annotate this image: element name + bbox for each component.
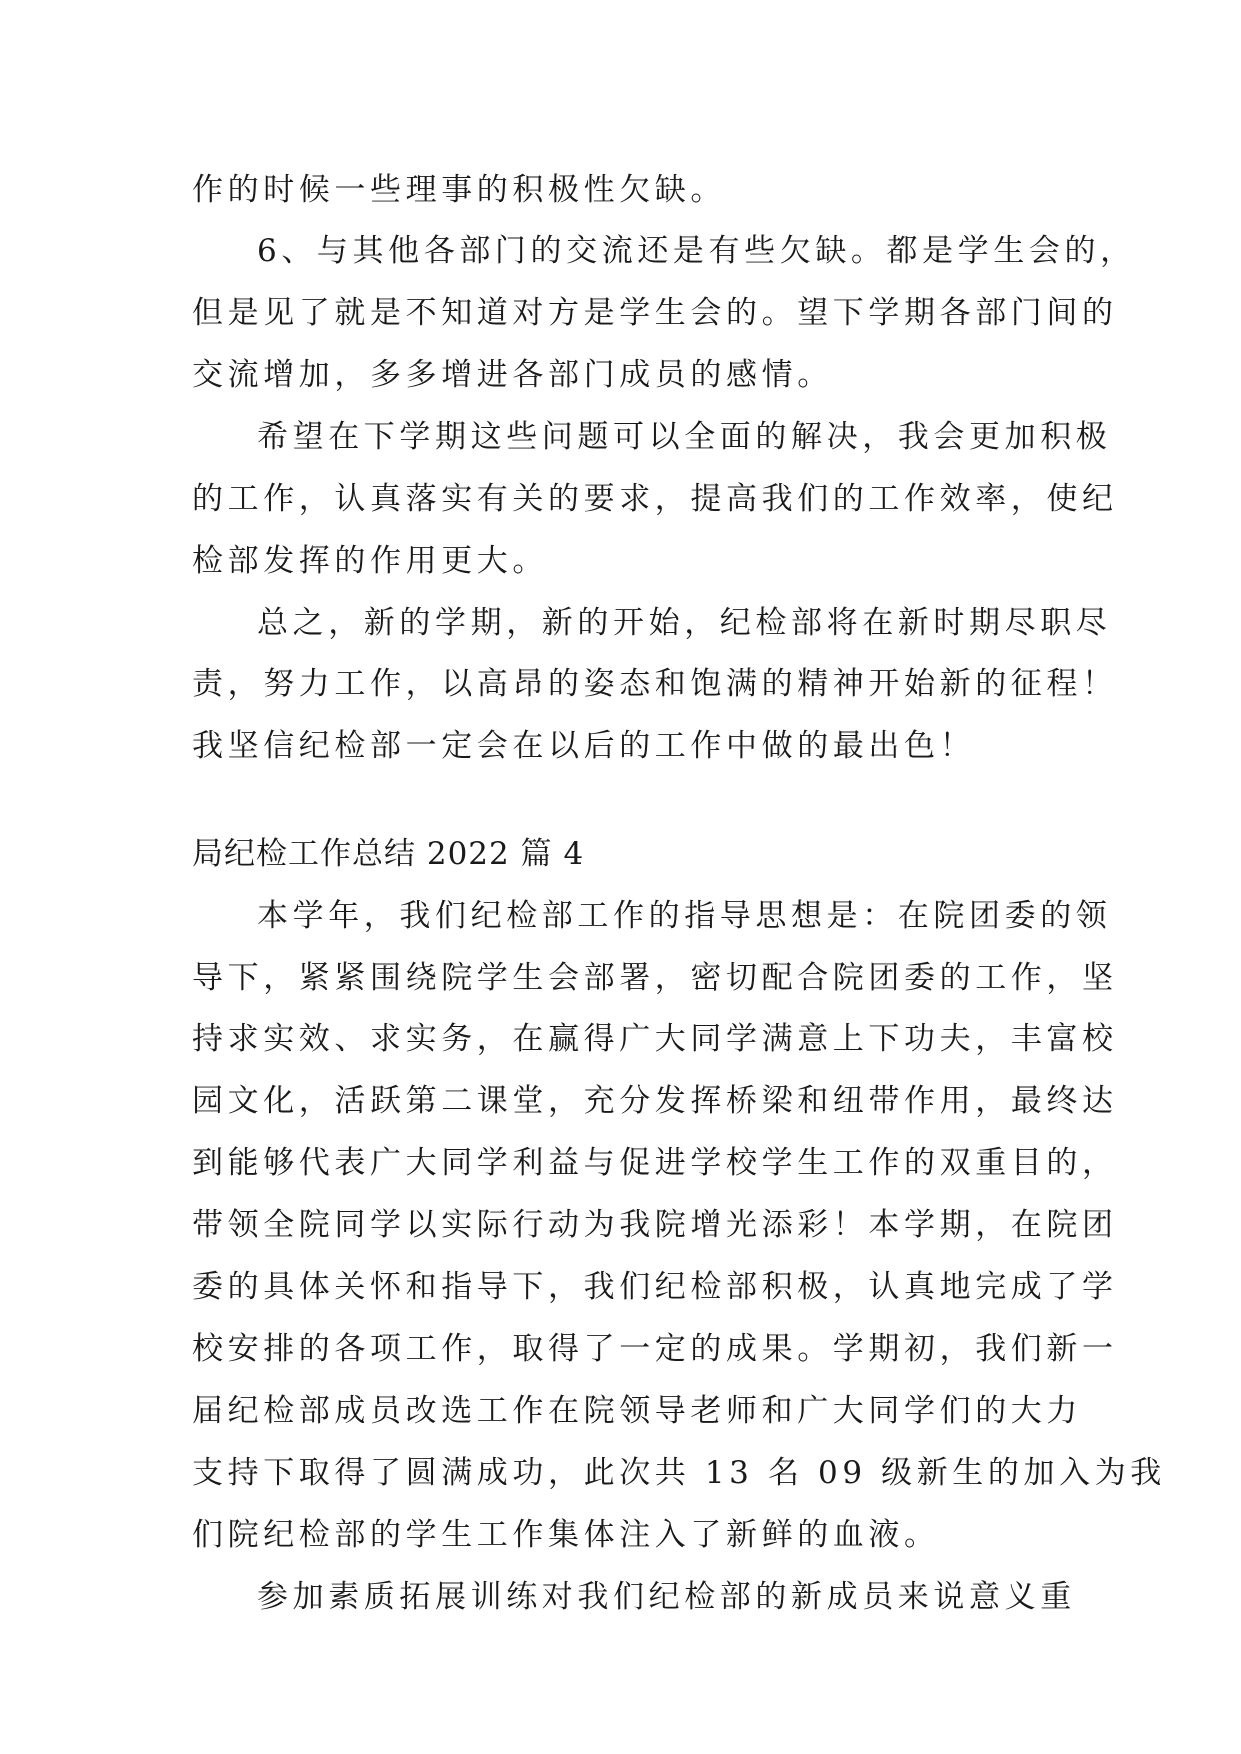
text-line: 届纪检部成员改选工作在院领导老师和广大同学们的大力 (192, 1393, 1082, 1429)
text-line: 们院纪检部的学生工作集体注入了新鲜的血液。 (192, 1517, 940, 1553)
text-line: 导下，紧紧围绕院学生会部署，密切配合院团委的工作，坚 (192, 960, 1118, 996)
text-line: 带领全院同学以实际行动为我院增光添彩！本学期，在院团 (192, 1207, 1118, 1243)
text-line: 园文化，活跃第二课堂，充分发挥桥梁和纽带作用，最终达 (192, 1083, 1118, 1119)
text-line: 检部发挥的作用更大。 (192, 543, 548, 579)
text-line: 校安排的各项工作，取得了一定的成果。学期初，我们新一 (192, 1331, 1118, 1367)
text-line: 我坚信纪检部一定会在以后的工作中做的最出色！ (192, 728, 976, 764)
text-line: 的工作，认真落实有关的要求，提高我们的工作效率，使纪 (192, 481, 1118, 517)
text-line: 作的时候一些理事的积极性欠缺。 (192, 172, 726, 208)
text-line: 委的具体关怀和指导下，我们纪检部积极，认真地完成了学 (192, 1269, 1118, 1305)
text-line: 本学年，我们纪检部工作的指导思想是：在院团委的领 (257, 898, 1112, 934)
text-line: 责，努力工作，以高昂的姿态和饱满的精神开始新的征程！ (192, 666, 1118, 702)
text-line: 交流增加，多多增进各部门成员的感情。 (192, 357, 833, 393)
section-heading: 局纪检工作总结 2022 篇 4 (192, 836, 585, 872)
text-line: 但是见了就是不知道对方是学生会的。望下学期各部门间的 (192, 295, 1118, 331)
text-line: 参加素质拓展训练对我们纪检部的新成员来说意义重 (257, 1579, 1076, 1615)
text-line: 持求实效、求实务，在赢得广大同学满意上下功夫，丰富校 (192, 1021, 1118, 1057)
text-line: 希望在下学期这些问题可以全面的解决，我会更加积极 (257, 419, 1112, 455)
text-line: 支持下取得了圆满成功，此次共 13 名 09 级新生的加入为我 (192, 1455, 1166, 1491)
text-line: 6、与其他各部门的交流还是有些欠缺。都是学生会的， (257, 233, 1136, 269)
text-line: 总之，新的学期，新的开始，纪检部将在新时期尽职尽 (257, 605, 1112, 641)
text-line: 到能够代表广大同学利益与促进学校学生工作的双重目的， (192, 1145, 1118, 1181)
